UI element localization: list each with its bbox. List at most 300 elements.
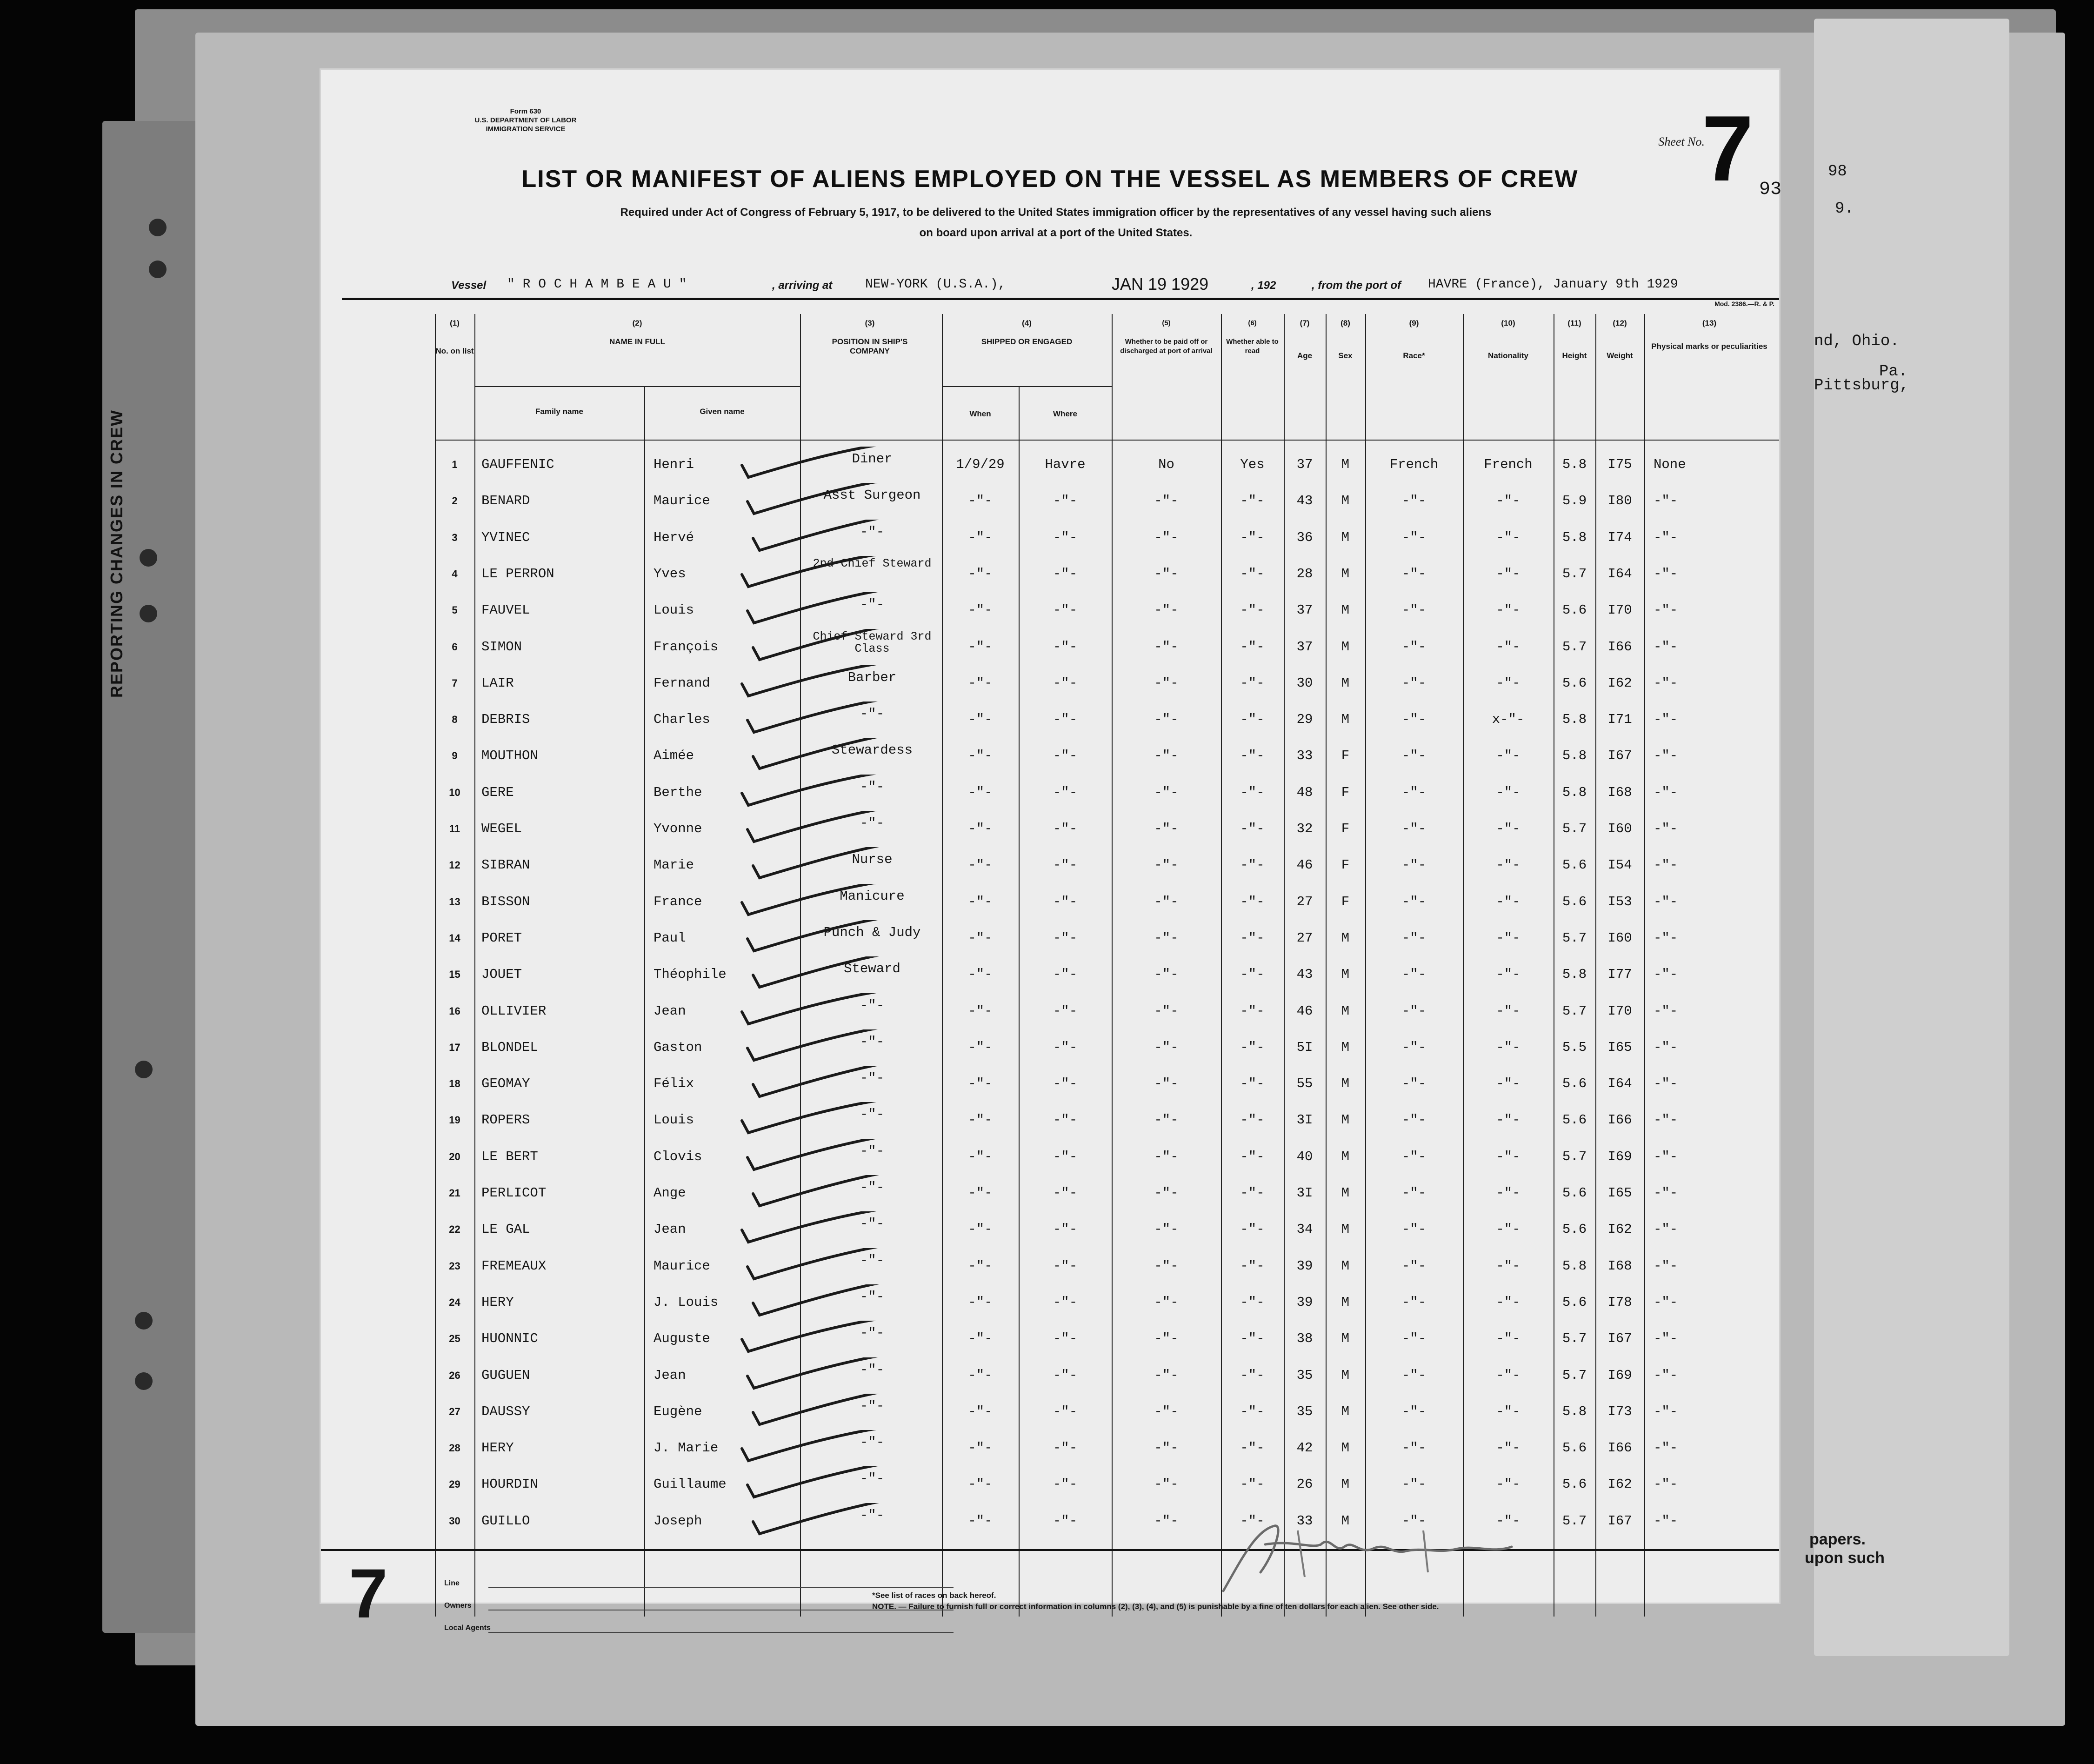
row-number: 1 <box>452 459 458 470</box>
race: -"- <box>1401 1185 1427 1201</box>
mod-number: Mod. 2386.—R. & P. <box>1714 300 1774 307</box>
sex: M <box>1341 1367 1350 1383</box>
race: -"- <box>1401 1477 1427 1492</box>
given-name: Joseph <box>654 1513 702 1529</box>
shipped-when: -"- <box>968 1185 993 1201</box>
weight: I74 <box>1607 529 1632 545</box>
table-row <box>435 1102 1779 1138</box>
paid-off: -"- <box>1154 1331 1179 1347</box>
nationality: -"- <box>1496 1294 1520 1310</box>
weight: I80 <box>1607 493 1632 509</box>
nationality: -"- <box>1496 1513 1520 1529</box>
table-row <box>435 1248 1779 1284</box>
row-number: 18 <box>449 1078 460 1090</box>
sex: M <box>1341 1331 1350 1347</box>
edge-text: 98 <box>1828 163 1847 180</box>
shipped-where: -"- <box>1053 712 1078 728</box>
table-row <box>435 556 1779 592</box>
weight: I66 <box>1607 1440 1632 1456</box>
race: -"- <box>1401 894 1427 909</box>
age: 27 <box>1296 930 1313 946</box>
sheet-number: 7 <box>1701 97 1754 200</box>
agents-field-rule <box>488 1632 954 1633</box>
position: 2nd Chief Steward <box>813 556 932 570</box>
shipped-where: -"- <box>1053 1440 1078 1456</box>
physical-marks: None <box>1654 457 1686 472</box>
shipped-where: -"- <box>1053 784 1078 800</box>
race: -"- <box>1401 1149 1427 1164</box>
row-number: 26 <box>449 1369 460 1381</box>
age: 39 <box>1296 1258 1313 1274</box>
able-to-read: -"- <box>1240 1112 1265 1128</box>
family-name: MOUTHON <box>481 748 538 764</box>
row-number: 28 <box>449 1442 460 1454</box>
row-number: 6 <box>452 641 458 653</box>
row-number: 2 <box>452 495 458 507</box>
paid-off: -"- <box>1154 1258 1179 1274</box>
nationality: -"- <box>1496 1003 1520 1019</box>
row-number: 16 <box>449 1005 460 1017</box>
from-port-label: , from the port of <box>1312 279 1401 292</box>
height: 5.9 <box>1562 493 1587 509</box>
race: -"- <box>1401 1513 1427 1529</box>
year-label: , 192 <box>1251 279 1276 292</box>
shipped-when: -"- <box>968 1003 993 1019</box>
sex: M <box>1341 1185 1350 1201</box>
height: 5.6 <box>1562 1440 1587 1456</box>
race: -"- <box>1401 821 1427 836</box>
family-name: DAUSSY <box>481 1403 530 1419</box>
nationality: -"- <box>1496 1440 1520 1456</box>
paid-off: No <box>1158 457 1174 472</box>
family-name: GUILLO <box>481 1513 530 1529</box>
race: -"- <box>1401 967 1427 982</box>
race: -"- <box>1401 784 1427 800</box>
footer-sheet-number: 7 <box>349 1554 388 1632</box>
nationality: x-"- <box>1492 712 1525 728</box>
age: 39 <box>1296 1294 1313 1310</box>
table-row <box>435 1321 1779 1357</box>
position: Nurse <box>852 852 893 868</box>
physical-marks: -"- <box>1654 712 1678 728</box>
weight: I67 <box>1607 748 1632 764</box>
edge-text: papers. <box>1809 1530 1866 1548</box>
shipped-where: -"- <box>1053 1331 1078 1347</box>
edge-text: Pa. <box>1879 363 1908 381</box>
height: 5.6 <box>1562 1477 1587 1492</box>
race: -"- <box>1401 493 1427 509</box>
sex: M <box>1341 1076 1350 1092</box>
able-to-read: -"- <box>1240 1513 1265 1529</box>
given-name: Yvonne <box>654 821 702 836</box>
age: 3I <box>1296 1112 1313 1128</box>
col-no-header: (1) No. on list <box>435 319 474 355</box>
family-name: PORET <box>481 930 522 946</box>
age: 30 <box>1296 675 1313 691</box>
paid-off: -"- <box>1154 602 1179 618</box>
weight: I62 <box>1607 1222 1632 1237</box>
race: -"- <box>1401 1112 1427 1128</box>
races-note: *See list of races on back hereof. <box>872 1591 996 1600</box>
given-name: Henri <box>654 457 694 472</box>
physical-marks: -"- <box>1654 566 1678 581</box>
subtitle-line: on board upon arrival at a port of the United States. <box>919 227 1193 239</box>
paid-off: -"- <box>1154 894 1179 909</box>
given-name: Théophile <box>654 967 727 982</box>
paid-off: -"- <box>1154 566 1179 581</box>
physical-marks: -"- <box>1654 1477 1678 1492</box>
table-row <box>435 1430 1779 1466</box>
weight: I78 <box>1607 1294 1632 1310</box>
race: -"- <box>1401 1039 1427 1055</box>
physical-marks: -"- <box>1654 1149 1678 1164</box>
race: -"- <box>1401 857 1427 873</box>
physical-marks: -"- <box>1654 748 1678 764</box>
height: 5.5 <box>1562 1039 1587 1055</box>
form-header <box>433 107 619 134</box>
given-name: Ange <box>654 1185 686 1201</box>
family-name: YVINEC <box>481 529 530 545</box>
paid-off: -"- <box>1154 675 1179 691</box>
height: 5.8 <box>1562 529 1587 545</box>
nationality: -"- <box>1496 1403 1520 1419</box>
family-name: BENARD <box>481 493 530 509</box>
nationality: -"- <box>1496 1076 1520 1092</box>
given-name: Marie <box>654 857 694 873</box>
footer-labels <box>444 1572 491 1639</box>
nationality: -"- <box>1496 1112 1520 1128</box>
paid-off: -"- <box>1154 1367 1179 1383</box>
table-row <box>435 1211 1779 1248</box>
row-number: 10 <box>449 786 460 798</box>
age: 27 <box>1296 894 1313 909</box>
table-row <box>435 1503 1779 1539</box>
physical-marks: -"- <box>1654 1003 1678 1019</box>
paid-off: -"- <box>1154 1076 1179 1092</box>
shipped-when: -"- <box>968 1112 993 1128</box>
position: Barber <box>847 669 897 685</box>
table-row <box>435 847 1779 883</box>
paid-off: -"- <box>1154 1513 1179 1529</box>
physical-marks: -"- <box>1654 1331 1678 1347</box>
table-row <box>435 1284 1779 1321</box>
weight: I69 <box>1607 1149 1632 1164</box>
position: Chief Steward 3rd Class <box>813 629 932 655</box>
header-subrule <box>942 386 1112 387</box>
weight: I75 <box>1607 457 1632 472</box>
nationality: -"- <box>1496 566 1520 581</box>
height: 5.6 <box>1562 1076 1587 1092</box>
weight: I64 <box>1607 1076 1632 1092</box>
sex: F <box>1341 894 1350 909</box>
row-number: 15 <box>449 969 460 981</box>
position: -"- <box>860 815 885 831</box>
family-name: FREMEAUX <box>481 1258 547 1274</box>
height: 5.6 <box>1562 1222 1587 1237</box>
punch-hole <box>149 219 167 236</box>
paid-off: -"- <box>1154 1440 1179 1456</box>
punch-hole <box>149 261 167 278</box>
shipped-when: -"- <box>968 1440 993 1456</box>
weight: I65 <box>1607 1185 1632 1201</box>
table-row <box>435 1175 1779 1211</box>
able-to-read: -"- <box>1240 967 1265 982</box>
position: Stewardess <box>831 742 913 758</box>
weight: I70 <box>1607 1003 1632 1019</box>
given-name: Auguste <box>654 1331 710 1347</box>
race: -"- <box>1401 566 1427 581</box>
sex: M <box>1341 1112 1350 1128</box>
family-name: GEOMAY <box>481 1076 530 1092</box>
race: -"- <box>1401 1076 1427 1092</box>
position: -"- <box>860 1252 885 1268</box>
height: 5.6 <box>1562 1185 1587 1201</box>
col-name-header: (2) NAME IN FULL <box>609 319 665 346</box>
able-to-read: -"- <box>1240 1185 1265 1201</box>
position: -"- <box>860 1107 885 1123</box>
sex: M <box>1341 1294 1350 1310</box>
position: -"- <box>860 1471 885 1487</box>
sex: F <box>1341 784 1350 800</box>
paid-off: -"- <box>1154 930 1179 946</box>
table-row <box>435 1139 1779 1175</box>
shipped-when: -"- <box>968 675 993 691</box>
paid-off: -"- <box>1154 857 1179 873</box>
table-row <box>435 520 1779 556</box>
sex: M <box>1341 457 1350 472</box>
row-number: 7 <box>452 677 458 689</box>
nationality: -"- <box>1496 1477 1520 1492</box>
age: 43 <box>1296 493 1313 509</box>
paid-off: -"- <box>1154 1222 1179 1237</box>
position: Asst Surgeon <box>823 488 921 503</box>
position: -"- <box>860 1143 885 1159</box>
shipped-where: -"- <box>1053 894 1078 909</box>
age: 28 <box>1296 566 1313 581</box>
able-to-read: -"- <box>1240 930 1265 946</box>
nationality: -"- <box>1496 1222 1520 1237</box>
owners-label: Owners <box>444 1602 472 1610</box>
height: 5.8 <box>1562 1258 1587 1274</box>
position: Manicure <box>840 888 905 904</box>
position: -"- <box>860 1398 885 1414</box>
paid-off: -"- <box>1154 712 1179 728</box>
paid-off: -"- <box>1154 1294 1179 1310</box>
inspector-signature <box>1205 1503 1530 1605</box>
sex: F <box>1341 857 1350 873</box>
race: -"- <box>1401 1440 1427 1456</box>
height: 5.7 <box>1562 930 1587 946</box>
weight: I60 <box>1607 821 1632 836</box>
position: -"- <box>860 779 885 795</box>
given-name: Charles <box>654 712 710 728</box>
able-to-read: -"- <box>1240 529 1265 545</box>
given-name: J. Louis <box>654 1294 719 1310</box>
col-age-header: (7) Age <box>1297 319 1313 360</box>
height: 5.8 <box>1562 748 1587 764</box>
row-number: 12 <box>449 859 460 871</box>
height: 5.7 <box>1562 639 1587 655</box>
table-row <box>435 629 1779 665</box>
table-row <box>435 1066 1779 1102</box>
shipped-where: -"- <box>1053 529 1078 545</box>
shipped-when: -"- <box>968 930 993 946</box>
family-name: ROPERS <box>481 1112 530 1128</box>
age: 48 <box>1296 784 1313 800</box>
shipped-where: Havre <box>1045 457 1086 472</box>
shipped-where: -"- <box>1053 566 1078 581</box>
able-to-read: Yes <box>1240 457 1265 472</box>
shipped-where: -"- <box>1053 1003 1078 1019</box>
arriving-label: , arriving at <box>772 279 833 292</box>
row-number: 19 <box>449 1114 460 1126</box>
family-name: WEGEL <box>481 821 522 836</box>
height: 5.8 <box>1562 712 1587 728</box>
age: 46 <box>1296 1003 1313 1019</box>
sex: F <box>1341 748 1350 764</box>
table-row <box>435 447 1779 483</box>
physical-marks: -"- <box>1654 639 1678 655</box>
shipped-when: -"- <box>968 1403 993 1419</box>
race: French <box>1389 457 1439 472</box>
height: 5.7 <box>1562 1513 1587 1529</box>
given-name: Gaston <box>654 1039 702 1055</box>
physical-marks: -"- <box>1654 1076 1678 1092</box>
family-name: HERY <box>481 1294 514 1310</box>
sex: M <box>1341 967 1350 982</box>
paid-off: -"- <box>1154 1403 1179 1419</box>
row-number: 20 <box>449 1150 460 1163</box>
position: -"- <box>860 1325 885 1341</box>
col-family-header: Family name <box>535 407 583 416</box>
sex: M <box>1341 493 1350 509</box>
paid-off: -"- <box>1154 1039 1179 1055</box>
shipped-when: -"- <box>968 639 993 655</box>
family-name: JOUET <box>481 967 522 982</box>
position: Diner <box>852 451 893 467</box>
height: 5.7 <box>1562 1367 1587 1383</box>
position: -"- <box>860 1070 885 1086</box>
row-number: 3 <box>452 531 458 543</box>
age: 37 <box>1296 639 1313 655</box>
table-row <box>435 956 1779 993</box>
table-row <box>435 884 1779 920</box>
race: -"- <box>1401 675 1427 691</box>
age: 37 <box>1296 602 1313 618</box>
row-number: 4 <box>452 568 458 580</box>
nationality: -"- <box>1496 602 1520 618</box>
able-to-read: -"- <box>1240 1477 1265 1492</box>
physical-marks: -"- <box>1654 602 1678 618</box>
table-row <box>435 738 1779 774</box>
col-marks-header: (13) Physical marks or peculiarities <box>1651 319 1767 351</box>
shipped-where: -"- <box>1053 602 1078 618</box>
physical-marks: -"- <box>1654 1185 1678 1201</box>
age: 32 <box>1296 821 1313 836</box>
shipped-where: -"- <box>1053 1112 1078 1128</box>
underlying-page-right <box>1814 19 2009 1656</box>
vessel-name: " R O C H A M B E A U " <box>507 277 687 292</box>
given-name: France <box>654 894 702 909</box>
row-number: 22 <box>449 1223 460 1236</box>
sex: M <box>1341 1440 1350 1456</box>
col-where-header: Where <box>1053 409 1077 418</box>
able-to-read: -"- <box>1240 894 1265 909</box>
shipped-where: -"- <box>1053 1222 1078 1237</box>
given-name: Louis <box>654 1112 694 1128</box>
height: 5.8 <box>1562 967 1587 982</box>
race: -"- <box>1401 602 1427 618</box>
sex: M <box>1341 1258 1350 1274</box>
col-given-header: Given name <box>700 407 745 416</box>
paid-off: -"- <box>1154 1003 1179 1019</box>
given-name: Jean <box>654 1003 686 1019</box>
shipped-when: -"- <box>968 784 993 800</box>
given-name: François <box>654 639 719 655</box>
stamp-number: 93 <box>1759 179 1781 200</box>
row-number: 5 <box>452 604 458 616</box>
given-name: Fernand <box>654 675 710 691</box>
row-number: 14 <box>449 932 460 944</box>
row-number: 17 <box>449 1041 460 1053</box>
given-name: Aimée <box>654 748 694 764</box>
sex: M <box>1341 930 1350 946</box>
sex: M <box>1341 1003 1350 1019</box>
nationality: -"- <box>1496 967 1520 982</box>
position: Steward <box>844 961 900 977</box>
weight: I68 <box>1607 1258 1632 1274</box>
given-name: Jean <box>654 1222 686 1237</box>
table-row <box>435 1466 1779 1503</box>
nationality: French <box>1484 457 1533 472</box>
family-name: SIBRAN <box>481 857 530 873</box>
position: -"- <box>860 1435 885 1450</box>
service-name: IMMIGRATION SERVICE <box>486 125 566 133</box>
paid-off: -"- <box>1154 967 1179 982</box>
shipped-when: -"- <box>968 1222 993 1237</box>
edge-text: nd, Ohio. <box>1814 333 1900 350</box>
table-row <box>435 1029 1779 1066</box>
height: 5.6 <box>1562 1112 1587 1128</box>
vessel-line <box>321 274 1779 298</box>
height: 5.8 <box>1562 457 1587 472</box>
weight: I62 <box>1607 675 1632 691</box>
shipped-when: -"- <box>968 1294 993 1310</box>
physical-marks: -"- <box>1654 857 1678 873</box>
shipped-when: -"- <box>968 1076 993 1092</box>
physical-marks: -"- <box>1654 1112 1678 1128</box>
able-to-read: -"- <box>1240 1258 1265 1274</box>
shipped-when: -"- <box>968 566 993 581</box>
row-number: 9 <box>452 750 458 762</box>
shipped-where: -"- <box>1053 1185 1078 1201</box>
race: -"- <box>1401 1258 1427 1274</box>
height: 5.6 <box>1562 602 1587 618</box>
height: 5.8 <box>1562 784 1587 800</box>
family-name: OLLIVIER <box>481 1003 547 1019</box>
nationality: -"- <box>1496 1149 1520 1164</box>
family-name: GERE <box>481 784 514 800</box>
punch-hole <box>135 1061 153 1078</box>
nationality: -"- <box>1496 675 1520 691</box>
shipped-where: -"- <box>1053 1149 1078 1164</box>
age: 3I <box>1296 1185 1313 1201</box>
shipped-when: 1/9/29 <box>956 457 1005 472</box>
table-row <box>435 993 1779 1029</box>
age: 38 <box>1296 1331 1313 1347</box>
family-name: LE PERRON <box>481 566 554 581</box>
row-number: 21 <box>449 1187 460 1199</box>
